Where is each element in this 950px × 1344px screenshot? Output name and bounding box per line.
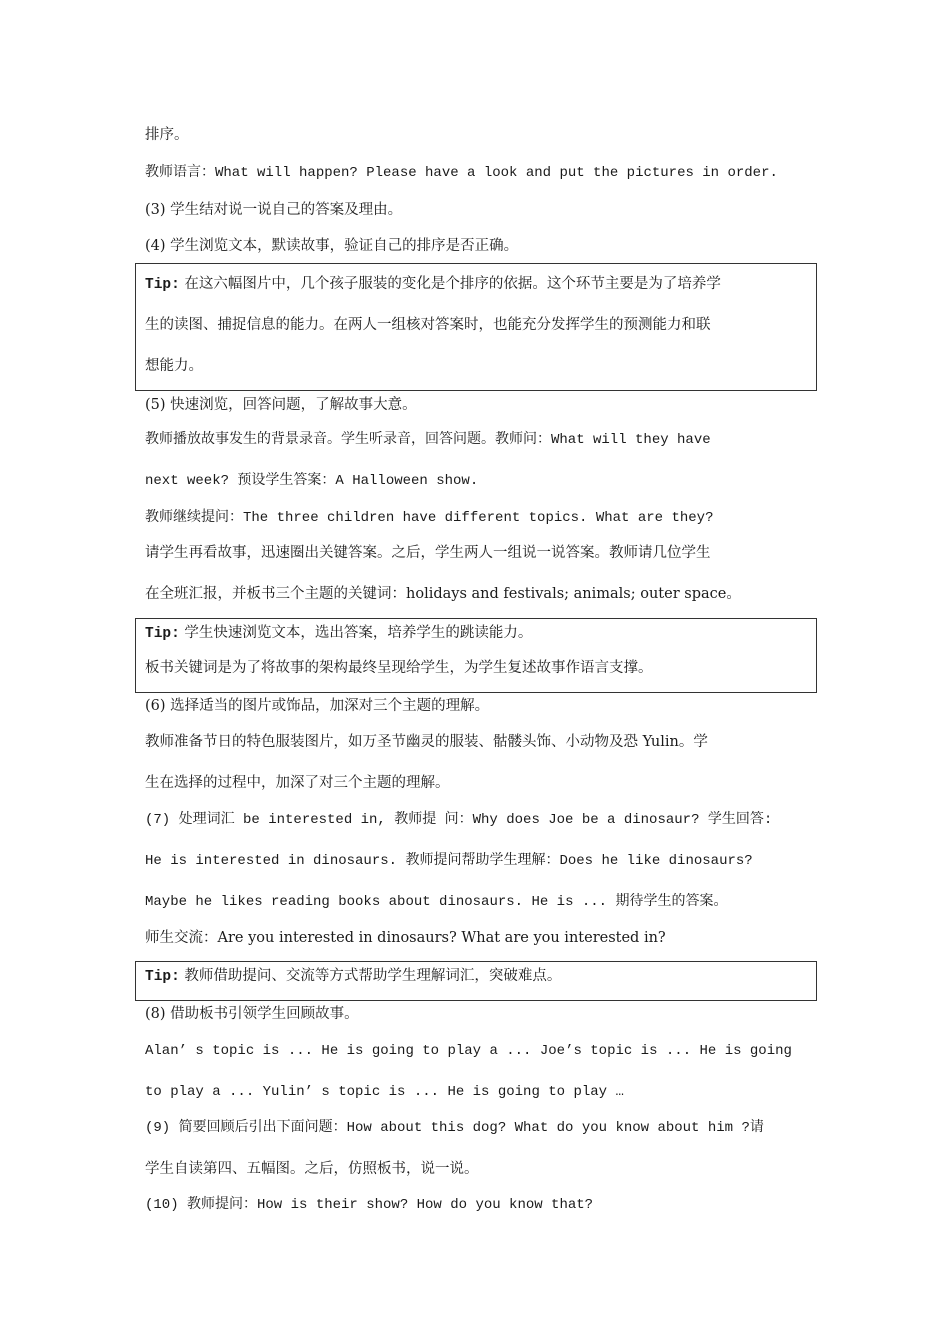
text-line: Maybe he likes reading books about dinosaurs. He is ... 期待学生的答案。	[145, 894, 728, 910]
text-line: 在全班汇报，并板书三个主题的关键词：holidays and festivals; animals; outer space。	[145, 586, 741, 602]
text-line: 教师语言：What will happen? Please have a look and put the pictures in order.	[145, 165, 778, 181]
step-5-line: (5) 快速浏览，回答问题，了解故事大意。	[145, 397, 417, 413]
tip-box-1	[135, 263, 817, 391]
tip-text: 生的读图、捕捉信息的能力。在两人一组核对答案时，也能充分发挥学生的预测能力和联	[145, 317, 711, 333]
tip-text: 学生快速浏览文本，选出答案，培养学生的跳读能力。	[184, 625, 533, 641]
tip-label: Tip:	[145, 277, 180, 293]
text-line: 请学生再看故事，迅速圈出关键答案。之后，学生两人一组说一说答案。教师请几位学生	[145, 545, 711, 561]
tip-text: 想能力。	[145, 358, 203, 374]
text-line: 教师准备节日的特色服装图片，如万圣节幽灵的服装、骷髅头饰、小动物及恐 Yulin。学	[145, 734, 708, 750]
text-line: He is interested in dinosaurs. 教师提问帮助学生理解：Does he like dinosaurs?	[145, 853, 753, 869]
text-line: 排序。	[145, 127, 189, 143]
tip-box-2	[135, 618, 817, 693]
tip-label: Tip:	[145, 969, 180, 985]
text-line: 教师播放故事发生的背景录音。学生听录音，回答问题。教师问：What will they have	[145, 432, 711, 448]
tip-text: 在这六幅图片中，几个孩子服装的变化是个排序的依据。这个环节主要是为了培养学	[184, 276, 721, 292]
text-line: 教师继续提问：The three children have different topics. What are they?	[145, 510, 714, 526]
text-line: 生在选择的过程中，加深了对三个主题的理解。	[145, 775, 450, 791]
text-line: to play a ... Yulin’ s topic is ... He is going to play …	[145, 1084, 624, 1100]
text-line: 学生自读第四、五幅图。之后，仿照板书，说一说。	[145, 1161, 479, 1177]
step-10-line: (10) 教师提问：How is their show? How do you know that?	[145, 1197, 594, 1213]
step-6-line: (6) 选择适当的图片或饰品，加深对三个主题的理解。	[145, 698, 490, 714]
text-line: 师生交流：Are you interested in dinosaurs? What are you interested in?	[145, 930, 666, 946]
text-line: Alan’ s topic is ... He is going to play a ... Joe’s topic is ... He is going	[145, 1043, 792, 1059]
text-line: next week? 预设学生答案：A Halloween show.	[145, 473, 479, 489]
tip-text: 教师借助提问、交流等方式帮助学生理解词汇，突破难点。	[184, 968, 562, 984]
step-4-line: (4) 学生浏览文本，默读故事，验证自己的排序是否正确。	[145, 238, 519, 254]
tip-text: 板书关键词是为了将故事的架构最终呈现给学生，为学生复述故事作语言支撑。	[145, 660, 653, 676]
step-8-line: (8) 借助板书引领学生回顾故事。	[145, 1006, 359, 1022]
tip-box-3	[135, 961, 817, 1001]
step-7-line: (7) 处理词汇 be interested in, 教师提 问：Why does Joe be a dinosaur? 学生回答:	[145, 812, 773, 828]
step-3-line: (3) 学生结对说一说自己的答案及理由。	[145, 202, 403, 218]
tip-label: Tip:	[145, 626, 180, 642]
step-9-line: (9) 简要回顾后引出下面问题：How about this dog? What do you know about him ?请	[145, 1120, 764, 1136]
